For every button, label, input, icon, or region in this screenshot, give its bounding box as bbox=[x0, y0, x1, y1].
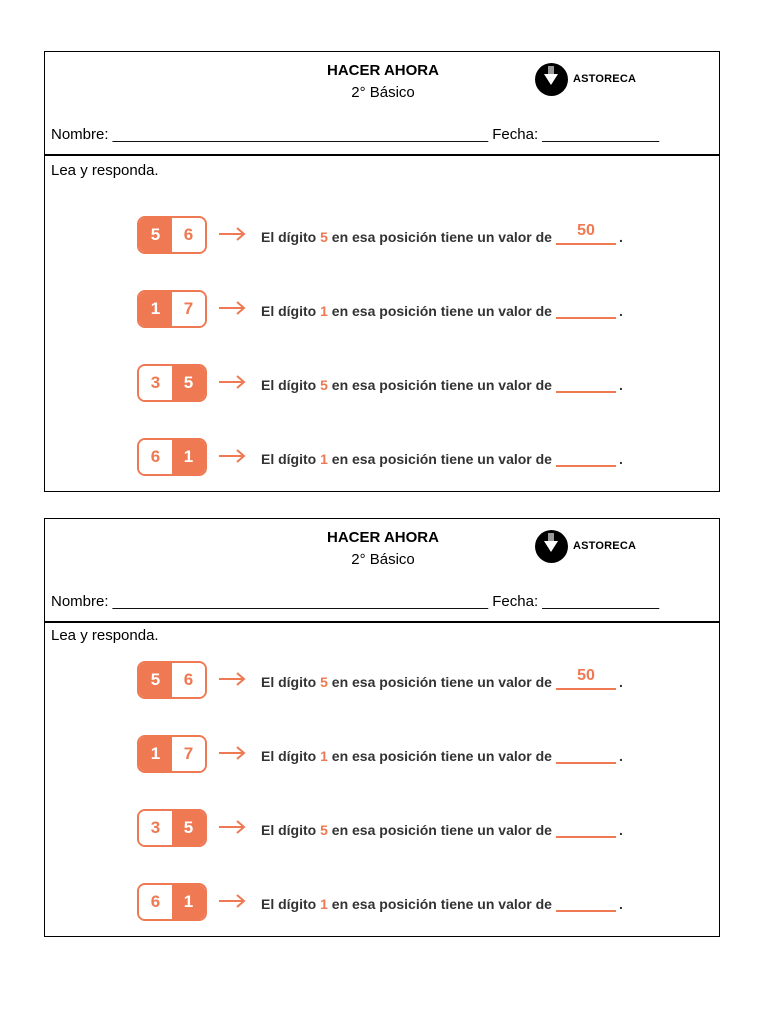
exercise-sentence bbox=[261, 298, 623, 319]
right-arrow-icon bbox=[217, 889, 247, 913]
sentence-end: . bbox=[618, 896, 623, 912]
highlighted-digit: 5 bbox=[320, 229, 328, 245]
sentence-suffix: en esa posición tiene un valor de bbox=[327, 674, 552, 690]
grade-label: 2° Básico bbox=[351, 551, 415, 568]
sentence-prefix: El dígito bbox=[261, 377, 321, 393]
logo-text: ASTORECA bbox=[573, 73, 637, 85]
exercise-sentence bbox=[261, 743, 623, 764]
name-date-line: Nombre: _____________________________________________ Fecha: ______________ bbox=[51, 126, 660, 143]
number-pill bbox=[137, 809, 207, 847]
exercise-sentence bbox=[261, 891, 623, 912]
pill-digit-ones: 5 bbox=[172, 811, 205, 845]
sentence-prefix: El dígito bbox=[261, 303, 321, 319]
pill-digit-tens: 6 bbox=[139, 440, 172, 474]
exercise-sentence bbox=[261, 372, 623, 393]
sentence-prefix: El dígito bbox=[261, 451, 321, 467]
pill-digit-ones: 5 bbox=[172, 366, 205, 400]
highlighted-digit: 5 bbox=[320, 674, 328, 690]
logo-text: ASTORECA bbox=[573, 540, 637, 552]
sentence-prefix: El dígito bbox=[261, 674, 321, 690]
sentence-end: . bbox=[618, 303, 623, 319]
worksheet-header bbox=[45, 519, 719, 623]
sentence-end: . bbox=[618, 822, 623, 838]
astoreca-logo bbox=[535, 62, 636, 96]
pill-digit-ones: 1 bbox=[172, 440, 205, 474]
instruction: Lea y responda. bbox=[51, 627, 159, 644]
pill-digit-tens: 5 bbox=[139, 218, 172, 252]
astoreca-logo bbox=[535, 529, 636, 563]
answer-blank[interactable] bbox=[556, 372, 616, 393]
number-pill bbox=[137, 735, 207, 773]
sentence-end: . bbox=[618, 748, 623, 764]
answer-blank[interactable] bbox=[556, 446, 616, 467]
pill-digit-tens: 1 bbox=[139, 292, 172, 326]
highlighted-digit: 1 bbox=[320, 451, 328, 467]
pill-digit-ones: 1 bbox=[172, 885, 205, 919]
number-pill bbox=[137, 290, 207, 328]
number-pill bbox=[137, 661, 207, 699]
sentence-suffix: en esa posición tiene un valor de bbox=[327, 822, 552, 838]
sentence-prefix: El dígito bbox=[261, 896, 321, 912]
exercise-sentence bbox=[261, 224, 623, 245]
sentence-suffix: en esa posición tiene un valor de bbox=[327, 377, 552, 393]
answer-blank[interactable]: 50 bbox=[556, 224, 616, 245]
worksheet-1 bbox=[44, 51, 720, 492]
pill-digit-ones: 7 bbox=[172, 292, 205, 326]
sentence-suffix: en esa posición tiene un valor de bbox=[327, 303, 552, 319]
sentence-end: . bbox=[618, 674, 623, 690]
sentence-prefix: El dígito bbox=[261, 229, 321, 245]
pill-digit-tens: 3 bbox=[139, 366, 172, 400]
pill-digit-ones: 6 bbox=[172, 663, 205, 697]
pill-digit-tens: 1 bbox=[139, 737, 172, 771]
right-arrow-icon bbox=[217, 741, 247, 765]
sentence-end: . bbox=[618, 377, 623, 393]
number-pill bbox=[137, 438, 207, 476]
highlighted-digit: 1 bbox=[320, 896, 328, 912]
worksheet-2 bbox=[44, 518, 720, 937]
sentence-prefix: El dígito bbox=[261, 748, 321, 764]
pill-digit-ones: 6 bbox=[172, 218, 205, 252]
sentence-suffix: en esa posición tiene un valor de bbox=[327, 229, 552, 245]
right-arrow-icon bbox=[217, 667, 247, 691]
right-arrow-icon bbox=[217, 815, 247, 839]
right-arrow-icon bbox=[217, 222, 247, 246]
worksheet-title: HACER AHORA bbox=[327, 529, 439, 546]
exercise-sentence bbox=[261, 817, 623, 838]
number-pill bbox=[137, 364, 207, 402]
right-arrow-icon bbox=[217, 370, 247, 394]
answer-blank[interactable]: 50 bbox=[556, 669, 616, 690]
sentence-end: . bbox=[618, 451, 623, 467]
pill-digit-tens: 5 bbox=[139, 663, 172, 697]
right-arrow-icon bbox=[217, 444, 247, 468]
answer-blank[interactable] bbox=[556, 891, 616, 912]
highlighted-digit: 5 bbox=[320, 377, 328, 393]
highlighted-digit: 5 bbox=[320, 822, 328, 838]
answer-blank[interactable] bbox=[556, 298, 616, 319]
sentence-suffix: en esa posición tiene un valor de bbox=[327, 748, 552, 764]
worksheet-header bbox=[45, 52, 719, 156]
sentence-suffix: en esa posición tiene un valor de bbox=[327, 451, 552, 467]
answer-blank[interactable] bbox=[556, 743, 616, 764]
astoreca-logo-icon bbox=[535, 63, 568, 96]
sentence-end: . bbox=[618, 229, 623, 245]
number-pill bbox=[137, 883, 207, 921]
astoreca-logo-icon bbox=[535, 530, 568, 563]
answer-blank[interactable] bbox=[556, 817, 616, 838]
worksheet-title: HACER AHORA bbox=[327, 62, 439, 79]
right-arrow-icon bbox=[217, 296, 247, 320]
pill-digit-tens: 3 bbox=[139, 811, 172, 845]
exercise-sentence bbox=[261, 446, 623, 467]
highlighted-digit: 1 bbox=[320, 303, 328, 319]
sentence-prefix: El dígito bbox=[261, 822, 321, 838]
pill-digit-tens: 6 bbox=[139, 885, 172, 919]
name-date-line: Nombre: _____________________________________________ Fecha: ______________ bbox=[51, 593, 660, 610]
instruction: Lea y responda. bbox=[51, 162, 159, 179]
sentence-suffix: en esa posición tiene un valor de bbox=[327, 896, 552, 912]
number-pill bbox=[137, 216, 207, 254]
pill-digit-ones: 7 bbox=[172, 737, 205, 771]
highlighted-digit: 1 bbox=[320, 748, 328, 764]
exercise-sentence bbox=[261, 669, 623, 690]
grade-label: 2° Básico bbox=[351, 84, 415, 101]
